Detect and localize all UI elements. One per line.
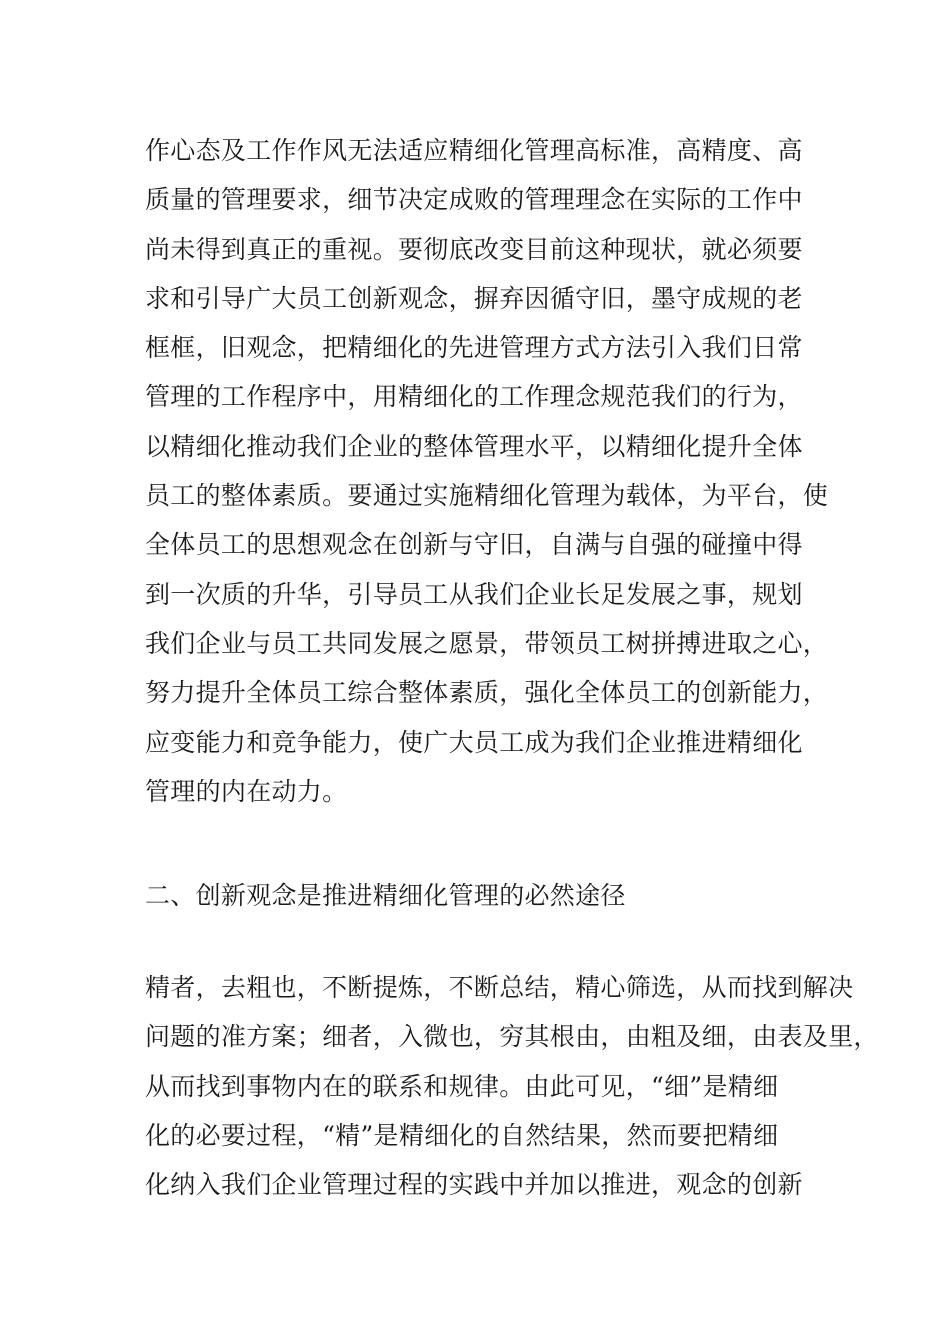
paragraph-line: 管理的内在动力。: [145, 776, 348, 806]
paragraph-line: 作心态及工作作风无法适应精细化管理高标准，高精度、高: [145, 136, 803, 165]
paragraph-line: 精者，去粗也，不断提炼，不断总结，精心筛选，从而找到解决: [145, 973, 854, 1002]
paragraph-line: 以精细化推动我们企业的整体管理水平，以精细化提升全体: [145, 431, 803, 461]
paragraph-line: 质量的管理要求，细节决定成败的管理理念在实际的工作中: [145, 185, 803, 215]
paragraph-line: 求和引导广大员工创新观念，摒弃因循守旧，墨守成规的老: [145, 283, 803, 313]
paragraph-line: 尚未得到真正的重视。要彻底改变目前这种现状，就必须要: [145, 234, 803, 264]
section-heading-text: 二、创新观念是推进精细化管理的必然途径: [145, 881, 626, 910]
paragraph-line: 我们企业与员工共同发展之愿景，带领员工树拼搏进取之心，: [145, 628, 829, 658]
paragraph-line: 全体员工的思想观念在创新与守旧，自满与自强的碰撞中得: [145, 530, 803, 560]
paragraph-line: 管理的工作程序中，用精细化的工作理念规范我们的行为，: [145, 382, 803, 412]
paragraph-line: 员工的整体素质。要通过实施精细化管理为载体，为平台，使: [145, 481, 829, 511]
body-paragraph-2: [145, 963, 879, 1209]
section-heading: [145, 871, 835, 920]
paragraph-line: 从而找到事物内在的联系和规律。由此可见，“细”是精细: [145, 1071, 779, 1101]
paragraph-line: 应变能力和竞争能力，使广大员工成为我们企业推进精细化: [145, 727, 803, 757]
body-paragraph-1: [145, 126, 835, 816]
paragraph-line: 化纳入我们企业管理过程的实践中并加以推进，观念的创新: [145, 1170, 803, 1200]
paragraph-line: 努力提升全体员工综合整体素质，强化全体员工的创新能力，: [145, 678, 829, 708]
paragraph-line: 到一次质的升华，引导员工从我们企业长足发展之事，规划: [145, 579, 803, 609]
paragraph-line: 问题的准方案；细者，入微也，穷其根由，由粗及细，由表及里，: [145, 1022, 879, 1052]
paragraph-line: 化的必要过程，“精”是精细化的自然结果，然而要把精细: [145, 1120, 779, 1150]
paragraph-line: 框框，旧观念，把精细化的先进管理方式方法引入我们日常: [145, 333, 803, 363]
